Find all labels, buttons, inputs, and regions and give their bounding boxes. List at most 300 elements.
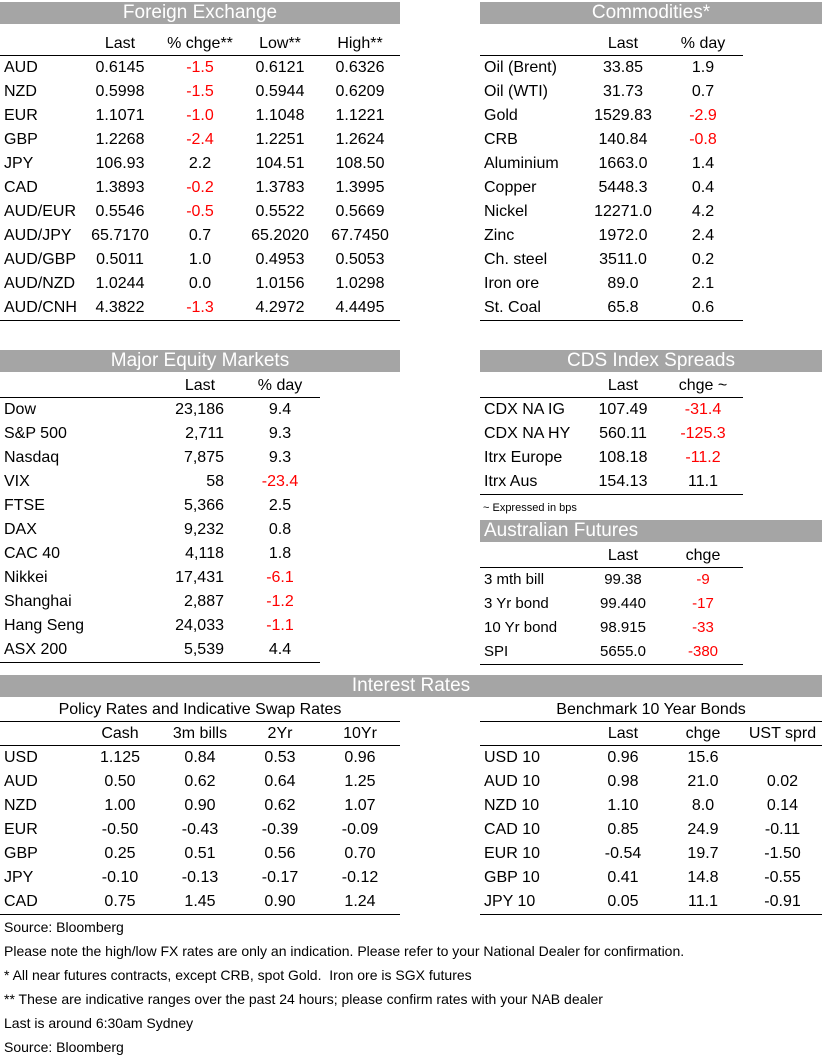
equities-index-label: ASX 200 — [4, 641, 68, 658]
footnote-fx-disclaimer: Please note the high/low FX rates are only an indication. Please refer to your National Dealer for confirmation. — [4, 943, 685, 959]
bonds-bond-label: CAD 10 — [484, 821, 541, 838]
commodities-last-header: Last — [607, 35, 639, 52]
fx-header-spacer — [0, 32, 80, 55]
bonds-bond-label: NZD 10 — [484, 797, 540, 814]
fx-pct-change-header: % chge** — [167, 35, 233, 52]
fx-pct-change-cell: -0.5 — [186, 203, 214, 220]
commodities-header-row — [480, 32, 743, 56]
bonds-last-cell: 1.10 — [607, 797, 639, 814]
australian-futures-title-bar: Australian Futures — [480, 520, 822, 542]
cds-change-cell: -11.2 — [685, 449, 721, 466]
equities-index-label: Nasdaq — [4, 449, 60, 466]
equities-index-label: CAC 40 — [4, 545, 61, 562]
bonds-bond-label: USD 10 — [484, 749, 541, 766]
commodities-row — [480, 200, 743, 224]
fx-last-cell: 0.5998 — [95, 83, 145, 100]
policy-rates-10yr-cell: -0.12 — [341, 869, 379, 886]
fx-last-cell: 0.5011 — [96, 251, 144, 268]
equities-last-cell: 23,186 — [175, 401, 224, 418]
fx-low-cell: 0.6121 — [255, 59, 305, 76]
bonds-ust-spread-header: UST sprd — [748, 725, 817, 742]
policy-rates-3m-bills-header: 3m bills — [172, 725, 228, 742]
futures-last-cell: 5655.0 — [600, 643, 646, 660]
australian-futures-table — [480, 544, 743, 665]
cds-header-spacer — [480, 374, 583, 397]
fx-pct-change-cell: 0.0 — [188, 275, 212, 292]
commodities-pct-day-cell: 2.4 — [691, 227, 715, 244]
cds-last-cell: 107.49 — [598, 401, 648, 418]
policy-rates-currency-label: NZD — [4, 797, 37, 814]
policy-rates-row — [0, 746, 400, 770]
futures-contract-label: 10 Yr bond — [484, 619, 558, 636]
fx-pct-change-cell: 0.7 — [188, 227, 212, 244]
policy-rates-currency-label: GBP — [4, 845, 38, 862]
equity-markets-title-bar: Major Equity Markets — [0, 350, 400, 372]
cds-header-row — [480, 374, 743, 398]
futures-row — [480, 640, 743, 664]
commodities-commodity-label: Iron ore — [484, 275, 540, 292]
bonds-ust-spread-cell — [743, 746, 822, 770]
bonds-row — [480, 746, 822, 770]
commodities-last-cell: 3511.0 — [599, 251, 647, 268]
commodities-last-cell: 33.85 — [602, 59, 644, 76]
commodities-last-cell: 1972.0 — [598, 227, 648, 244]
fx-high-cell: 67.7450 — [331, 227, 389, 244]
fx-pct-change-cell: 2.2 — [188, 155, 212, 172]
fx-high-cell: 1.2624 — [335, 131, 385, 148]
fx-high-cell: 108.50 — [335, 155, 385, 172]
bonds-last-cell: 0.96 — [607, 749, 639, 766]
bonds-bond-label: AUD 10 — [484, 773, 541, 790]
policy-rates-3m-bills-cell: 1.45 — [184, 893, 216, 910]
equities-pct-day-cell: 9.3 — [268, 449, 292, 466]
bonds-bond-label: GBP 10 — [484, 869, 540, 886]
bonds-change-cell: 11.1 — [688, 893, 718, 910]
cds-row — [480, 470, 743, 494]
fx-low-cell: 1.3783 — [255, 179, 305, 196]
commodities-commodity-label: Zinc — [484, 227, 515, 244]
equities-index-label: Hang Seng — [4, 617, 85, 634]
equities-row — [0, 614, 320, 638]
equities-row — [0, 590, 320, 614]
policy-rates-2yr-cell: -0.17 — [261, 869, 299, 886]
cds-units-note: ~ Expressed in bps — [483, 502, 577, 514]
bonds-ust-spread-cell: -0.55 — [764, 869, 801, 886]
policy-rates-currency-label: JPY — [4, 869, 34, 886]
fx-last-cell: 65.7170 — [91, 227, 149, 244]
equities-row — [0, 398, 320, 422]
cds-change-cell: 11.1 — [688, 473, 718, 490]
equities-last-cell: 5,366 — [183, 497, 224, 514]
bonds-ust-spread-cell: -0.91 — [764, 893, 801, 910]
commodities-commodity-label: Oil (WTI) — [484, 83, 548, 100]
fx-row — [0, 248, 400, 272]
fx-row — [0, 224, 400, 248]
equities-last-header: Last — [184, 377, 216, 394]
bonds-row — [480, 866, 822, 890]
policy-rates-3m-bills-cell: 0.51 — [184, 845, 216, 862]
commodities-pct-day-cell: 0.4 — [691, 179, 715, 196]
equities-last-cell: 4,118 — [185, 545, 224, 562]
equities-index-label: Shanghai — [4, 593, 72, 610]
cds-row — [480, 398, 743, 422]
fx-row — [0, 296, 400, 320]
bonds-bond-label: EUR 10 — [484, 845, 541, 862]
commodities-last-cell: 12271.0 — [594, 203, 652, 220]
fx-low-cell: 0.5522 — [255, 203, 305, 220]
commodities-row — [480, 224, 743, 248]
fx-currency-label: AUD/EUR — [4, 203, 77, 220]
equities-last-cell: 7,875 — [183, 449, 224, 466]
bonds-last-cell: 0.05 — [607, 893, 639, 910]
equities-header-spacer — [0, 374, 160, 397]
commodities-last-cell: 140.84 — [598, 131, 648, 148]
fx-high-cell: 0.6326 — [335, 59, 385, 76]
bonds-last-cell: 0.85 — [607, 821, 639, 838]
bonds-last-cell: 0.41 — [607, 869, 639, 886]
futures-contract-label: SPI — [484, 643, 509, 660]
cds-index-label: CDX NA IG — [484, 401, 565, 418]
equities-last-cell: 2,711 — [185, 425, 224, 442]
commodities-last-cell: 1663.0 — [598, 155, 648, 172]
policy-rates-cash-header: Cash — [101, 725, 139, 742]
policy-rates-row — [0, 866, 400, 890]
bonds-header-row — [480, 722, 822, 746]
bonds-row — [480, 818, 822, 842]
policy-rates-subtitle: Policy Rates and Indicative Swap Rates — [0, 698, 400, 722]
fx-currency-label: NZD — [4, 83, 37, 100]
fx-pct-change-cell: -2.4 — [186, 131, 214, 148]
bonds-row — [480, 794, 822, 818]
commodities-pct-day-cell: 4.2 — [691, 203, 715, 220]
policy-rates-10yr-cell: 0.96 — [344, 749, 376, 766]
fx-row — [0, 200, 400, 224]
fx-last-cell: 0.6145 — [95, 59, 145, 76]
fx-row — [0, 104, 400, 128]
futures-change-cell: -17 — [692, 595, 714, 612]
commodities-row — [480, 104, 743, 128]
benchmark-bonds-table — [480, 722, 822, 915]
bonds-ust-spread-cell: 0.02 — [766, 773, 799, 790]
bonds-ust-spread-cell: 0.14 — [766, 797, 799, 814]
fx-pct-change-cell: -1.0 — [186, 107, 214, 124]
policy-rates-2yr-cell: 0.62 — [264, 797, 296, 814]
policy-rates-2yr-cell: 0.56 — [264, 845, 296, 862]
equities-pct-day-header: % day — [257, 377, 303, 394]
equities-last-cell: 2,887 — [183, 593, 224, 610]
commodities-commodity-label: Nickel — [484, 203, 528, 220]
futures-change-cell: -380 — [687, 643, 719, 660]
policy-rates-currency-label: USD — [4, 749, 38, 766]
equities-pct-day-cell: -23.4 — [261, 473, 299, 490]
fx-last-header: Last — [104, 35, 136, 52]
equities-pct-day-cell: 2.5 — [268, 497, 292, 514]
policy-rates-3m-bills-cell: -0.43 — [181, 821, 219, 838]
cds-last-cell: 154.13 — [598, 473, 648, 490]
fx-last-cell: 0.5546 — [95, 203, 145, 220]
bonds-change-cell: 15.6 — [687, 749, 719, 766]
commodities-pct-day-cell: 0.2 — [691, 251, 715, 268]
foreign-exchange-table — [0, 32, 400, 321]
footnote-ranges: ** These are indicative ranges over the past 24 hours; please confirm rates with your NAB dealer — [4, 991, 603, 1007]
policy-rates-row — [0, 890, 400, 914]
fx-last-cell: 1.1071 — [95, 107, 145, 124]
policy-rates-2yr-cell: 0.64 — [264, 773, 296, 790]
futures-row — [480, 568, 743, 592]
equities-index-label: VIX — [4, 473, 30, 490]
futures-change-header: chge — [685, 547, 721, 564]
commodities-commodity-label: St. Coal — [484, 299, 541, 316]
cds-change-cell: -125.3 — [680, 425, 726, 442]
bonds-row — [480, 770, 822, 794]
fx-high-cell: 0.5053 — [335, 251, 385, 268]
bonds-last-header: Last — [607, 725, 639, 742]
interest-rates-title-bar: Interest Rates — [0, 675, 822, 697]
fx-last-cell: 4.3822 — [95, 299, 145, 316]
fx-row — [0, 128, 400, 152]
fx-low-cell: 104.51 — [255, 155, 305, 172]
policy-rates-10yr-header: 10Yr — [343, 725, 377, 742]
futures-last-header: Last — [607, 547, 639, 564]
policy-rates-3m-bills-cell: 0.90 — [184, 797, 216, 814]
commodities-pct-day-cell: 1.4 — [691, 155, 715, 172]
futures-contract-label: 3 Yr bond — [484, 595, 549, 612]
bonds-row — [480, 890, 822, 914]
policy-rates-currency-label: EUR — [4, 821, 38, 838]
equities-row — [0, 494, 320, 518]
equities-pct-day-cell: -1.2 — [266, 593, 294, 610]
policy-rates-3m-bills-cell: 0.62 — [184, 773, 216, 790]
cds-change-header: chge ~ — [678, 377, 728, 394]
policy-rates-10yr-cell: 1.24 — [344, 893, 376, 910]
policy-rates-2yr-cell: 0.90 — [264, 893, 296, 910]
commodities-last-cell: 31.73 — [602, 83, 644, 100]
fx-low-cell: 0.5944 — [255, 83, 305, 100]
equities-row — [0, 518, 320, 542]
commodities-commodity-label: Oil (Brent) — [484, 59, 557, 76]
equities-index-label: S&P 500 — [4, 425, 67, 442]
bonds-bond-label: JPY 10 — [484, 893, 536, 910]
commodities-row — [480, 176, 743, 200]
equities-row — [0, 542, 320, 566]
fx-low-cell: 0.4953 — [255, 251, 305, 268]
fx-currency-label: GBP — [4, 131, 38, 148]
policy-rates-2yr-cell: 0.53 — [264, 749, 296, 766]
futures-last-cell: 99.38 — [604, 571, 642, 588]
policy-rates-table — [0, 722, 400, 915]
futures-header-spacer — [480, 544, 583, 567]
equities-pct-day-cell: -6.1 — [266, 569, 294, 586]
equities-last-cell: 58 — [206, 473, 224, 490]
fx-currency-label: AUD — [4, 59, 38, 76]
bonds-change-header: chge — [685, 725, 721, 742]
equities-pct-day-cell: 9.4 — [268, 401, 292, 418]
commodities-commodity-label: Aluminium — [484, 155, 559, 172]
commodities-commodity-label: Ch. steel — [484, 251, 548, 268]
commodities-row — [480, 56, 743, 80]
commodities-row — [480, 296, 743, 320]
fx-pct-change-cell: -1.3 — [186, 299, 214, 316]
futures-row — [480, 616, 743, 640]
bonds-header-spacer — [480, 722, 583, 745]
cds-last-header: Last — [607, 377, 639, 394]
fx-currency-label: CAD — [4, 179, 38, 196]
commodities-last-cell: 89.0 — [607, 275, 639, 292]
fx-currency-label: JPY — [4, 155, 34, 172]
fx-last-cell: 1.3893 — [95, 179, 145, 196]
commodities-commodity-label: CRB — [484, 131, 518, 148]
commodities-commodity-label: Gold — [484, 107, 518, 124]
footnotes — [4, 915, 684, 1059]
commodities-pct-day-cell: -0.8 — [689, 131, 717, 148]
equities-index-label: Dow — [4, 401, 37, 418]
policy-rates-cash-cell: 1.00 — [104, 797, 136, 814]
fx-high-cell: 0.6209 — [335, 83, 385, 100]
policy-rates-row — [0, 842, 400, 866]
fx-row — [0, 176, 400, 200]
commodities-row — [480, 248, 743, 272]
fx-high-cell: 0.5669 — [335, 203, 385, 220]
policy-rates-cash-cell: 0.75 — [104, 893, 136, 910]
policy-rates-2yr-header: 2Yr — [267, 725, 293, 742]
commodities-commodity-label: Copper — [484, 179, 537, 196]
policy-rates-row — [0, 794, 400, 818]
fx-low-cell: 1.1048 — [255, 107, 305, 124]
equities-pct-day-cell: 1.8 — [268, 545, 292, 562]
fx-last-cell: 1.2268 — [95, 131, 145, 148]
policy-rates-10yr-cell: 1.25 — [344, 773, 376, 790]
equities-index-label: FTSE — [4, 497, 45, 514]
commodities-last-cell: 5448.3 — [598, 179, 648, 196]
benchmark-bonds-subtitle: Benchmark 10 Year Bonds — [480, 698, 822, 722]
fx-high-header: High** — [337, 35, 383, 52]
fx-row — [0, 152, 400, 176]
policy-rates-2yr-cell: -0.39 — [261, 821, 299, 838]
bonds-ust-spread-cell: -0.11 — [764, 821, 801, 838]
equities-last-cell: 5,539 — [183, 641, 224, 658]
policy-rates-cash-cell: -0.10 — [101, 869, 139, 886]
commodities-pct-day-cell: 2.1 — [691, 275, 715, 292]
fx-pct-change-cell: -0.2 — [186, 179, 214, 196]
policy-rates-3m-bills-cell: -0.13 — [181, 869, 219, 886]
policy-rates-header-spacer — [0, 722, 80, 745]
futures-change-cell: -9 — [696, 571, 710, 588]
commodities-pct-day-cell: 1.9 — [691, 59, 715, 76]
futures-last-cell: 98.915 — [600, 619, 646, 636]
fx-high-cell: 4.4495 — [335, 299, 385, 316]
commodities-pct-day-cell: -2.9 — [689, 107, 717, 124]
policy-rates-row — [0, 770, 400, 794]
commodities-pct-day-cell: 0.7 — [691, 83, 715, 100]
bonds-last-cell: -0.54 — [604, 845, 642, 862]
equities-last-cell: 24,033 — [175, 617, 224, 634]
policy-rates-3m-bills-cell: 0.84 — [184, 749, 216, 766]
policy-rates-10yr-cell: 0.70 — [344, 845, 376, 862]
futures-last-cell: 99.440 — [600, 595, 646, 612]
futures-contract-label: 3 mth bill — [484, 571, 545, 588]
footnote-source: Source: Bloomberg — [4, 1039, 124, 1055]
fx-low-cell: 1.2251 — [255, 131, 305, 148]
bonds-change-cell: 14.8 — [687, 869, 719, 886]
futures-change-cell: -33 — [692, 619, 714, 636]
fx-low-header: Low** — [259, 35, 301, 52]
equities-index-label: Nikkei — [4, 569, 48, 586]
fx-header-row — [0, 32, 400, 56]
commodities-last-cell: 65.8 — [607, 299, 639, 316]
cds-index-label: Itrx Europe — [484, 449, 563, 466]
commodities-table — [480, 32, 743, 321]
cds-last-cell: 560.11 — [599, 425, 647, 442]
fx-high-cell: 1.0298 — [335, 275, 385, 292]
fx-pct-change-cell: -1.5 — [186, 83, 214, 100]
fx-low-cell: 4.2972 — [255, 299, 305, 316]
policy-rates-currency-label: AUD — [4, 773, 38, 790]
fx-high-cell: 1.1221 — [335, 107, 385, 124]
cds-spreads-table — [480, 374, 743, 495]
cds-spreads-title-bar: CDS Index Spreads — [480, 350, 822, 372]
policy-rates-row — [0, 818, 400, 842]
commodities-header-spacer — [480, 32, 583, 55]
policy-rates-currency-label: CAD — [4, 893, 38, 910]
equity-markets-table — [0, 374, 320, 663]
equities-pct-day-cell: 4.4 — [268, 641, 292, 658]
equities-row — [0, 422, 320, 446]
equities-last-cell: 9,232 — [183, 521, 224, 538]
fx-high-cell: 1.3995 — [335, 179, 385, 196]
cds-change-cell: -31.4 — [684, 401, 722, 418]
equities-pct-day-cell: -1.1 — [266, 617, 294, 634]
equities-last-cell: 17,431 — [175, 569, 224, 586]
commodities-row — [480, 152, 743, 176]
equities-pct-day-cell: 9.3 — [268, 425, 292, 442]
fx-currency-label: EUR — [4, 107, 38, 124]
commodities-pct-day-cell: 0.6 — [691, 299, 715, 316]
equities-header-row — [0, 374, 320, 398]
footnote-source: Source: Bloomberg — [4, 919, 124, 935]
fx-last-cell: 106.93 — [95, 155, 145, 172]
cds-row — [480, 446, 743, 470]
policy-rates-cash-cell: 0.25 — [104, 845, 136, 862]
fx-low-cell: 65.2020 — [251, 227, 309, 244]
fx-pct-change-cell: -1.5 — [186, 59, 214, 76]
cds-last-cell: 108.18 — [598, 449, 648, 466]
commodities-row — [480, 272, 743, 296]
bonds-ust-spread-cell: -1.50 — [764, 845, 801, 862]
fx-row — [0, 272, 400, 296]
equities-row — [0, 470, 320, 494]
footnote-timing: Last is around 6:30am Sydney — [4, 1015, 194, 1031]
bonds-row — [480, 842, 822, 866]
fx-pct-change-cell: 1.0 — [188, 251, 212, 268]
commodities-row — [480, 128, 743, 152]
fx-currency-label: AUD/NZD — [4, 275, 76, 292]
policy-rates-header-row — [0, 722, 400, 746]
fx-row — [0, 80, 400, 104]
bonds-change-cell: 19.7 — [687, 845, 719, 862]
cds-index-label: CDX NA HY — [484, 425, 571, 442]
commodities-last-cell: 1529.83 — [594, 107, 652, 124]
cds-index-label: Itrx Aus — [484, 473, 538, 490]
commodities-title-bar: Commodities* — [480, 2, 822, 24]
equities-row — [0, 566, 320, 590]
cds-row — [480, 422, 743, 446]
policy-rates-10yr-cell: -0.09 — [341, 821, 379, 838]
fx-currency-label: AUD/GBP — [4, 251, 77, 268]
bonds-change-cell: 24.9 — [687, 821, 719, 838]
policy-rates-cash-cell: 1.125 — [99, 749, 141, 766]
futures-row — [480, 592, 743, 616]
equities-index-label: DAX — [4, 521, 37, 538]
